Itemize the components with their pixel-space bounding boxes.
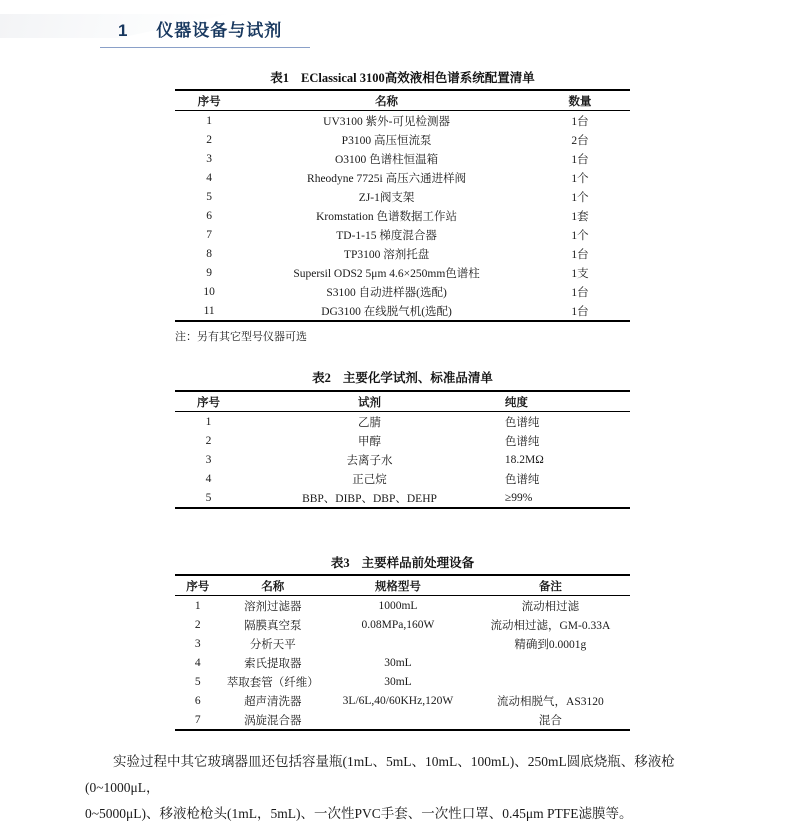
- table-row: [175, 469, 630, 488]
- column-header: 序号: [175, 575, 221, 596]
- table-row: [175, 634, 630, 653]
- table-cell: [325, 710, 471, 730]
- table-cell: S3100 自动进样器(选配): [326, 286, 447, 299]
- closing-paragraph: [85, 749, 719, 827]
- table-row: [175, 244, 630, 263]
- table-row: [175, 168, 630, 187]
- table-cell: 甲醇: [357, 435, 381, 448]
- header-row: [175, 575, 630, 596]
- table-row: [175, 710, 630, 730]
- column-header: 序号: [175, 391, 242, 412]
- table-row: [175, 615, 630, 634]
- table-cell: Kromstation 色谱数据工作站: [316, 210, 457, 223]
- table-cell: 隔膜真空泵: [244, 619, 302, 632]
- table-cell: P3100 高压恒流泵: [341, 134, 432, 147]
- table2-caption: 主要化学试剂、标准品清单: [342, 371, 493, 385]
- table-cell: 1台: [571, 115, 589, 128]
- table-cell: 6: [206, 209, 212, 222]
- table3-caption: 主要样品前处理设备: [361, 556, 475, 570]
- table-cell: 1: [205, 415, 212, 428]
- table-cell: 1000mL: [378, 599, 418, 612]
- column-header: 名称: [221, 575, 326, 596]
- table-cell: 3L/6L,40/60KHz,120W: [342, 694, 454, 707]
- table-cell: Rheodyne 7725i 高压六通进样阀: [307, 172, 467, 185]
- table-cell: 1台: [571, 305, 589, 318]
- table-cell: 1: [194, 599, 201, 612]
- table-cell: 精确到0.0001g: [514, 638, 587, 651]
- table-cell: 3: [206, 152, 212, 165]
- table-cell: 混合: [538, 714, 562, 727]
- table-row: [175, 596, 630, 616]
- table-cell: ≥99%: [504, 491, 533, 504]
- table-row: [175, 149, 630, 168]
- table-row: [175, 653, 630, 672]
- table-cell: 8: [206, 247, 212, 260]
- table-row: [175, 431, 630, 450]
- table-cell: 4: [205, 472, 212, 485]
- table2-title: [175, 368, 630, 386]
- table-cell: 2: [205, 434, 212, 447]
- table-cell: 流动相脱气，AS3120: [497, 695, 604, 708]
- table2-label: 表2: [312, 371, 331, 385]
- section-number: 1: [118, 21, 129, 40]
- table1-title: [175, 68, 630, 86]
- section-title: 仪器设备与试剂: [156, 21, 283, 40]
- reagents-table: [175, 390, 630, 509]
- table-cell: 3: [194, 637, 201, 650]
- table-row: [175, 263, 630, 282]
- table-cell: 乙腈: [357, 416, 381, 429]
- header-row: [175, 391, 630, 412]
- table-row: [175, 488, 630, 508]
- table-cell: 1: [206, 114, 212, 127]
- column-header: 备注: [471, 575, 630, 596]
- table-cell: 1个: [571, 172, 589, 185]
- table-cell: 索氏提取器: [244, 657, 302, 670]
- table-cell: 4: [194, 656, 201, 669]
- table-row: [175, 450, 630, 469]
- column-header: 数量: [530, 90, 630, 111]
- table-cell: DG3100 在线脱气机(选配): [321, 305, 452, 318]
- table-cell: 9: [206, 266, 212, 279]
- table-cell: 10: [203, 285, 215, 298]
- table-cell: 涡旋混合器: [244, 714, 302, 727]
- table-row: [175, 672, 630, 691]
- table-cell: 5: [206, 190, 212, 203]
- table-row: [175, 691, 630, 710]
- table-cell: 3: [205, 453, 212, 466]
- table-cell: 1台: [571, 153, 589, 166]
- column-header: 纯度: [497, 391, 630, 412]
- table-cell: ZJ-1阀支架: [358, 191, 415, 204]
- table-cell: UV3100 紫外-可见检测器: [323, 115, 450, 128]
- table-row: [175, 225, 630, 244]
- sample-prep-table: [175, 574, 630, 731]
- table-cell: 1支: [571, 267, 589, 280]
- table-cell: [471, 653, 630, 672]
- table-row: [175, 206, 630, 225]
- table-cell: 2: [194, 618, 201, 631]
- table1-caption: EClassical 3100高效液相色谱系统配置清单: [301, 71, 535, 85]
- table-cell: 30mL: [384, 675, 412, 688]
- table-cell: 11: [203, 304, 215, 317]
- table1-label: 表1: [270, 71, 290, 85]
- table-cell: 去离子水: [346, 454, 393, 467]
- table-cell: 2台: [571, 134, 589, 147]
- table-row: [175, 412, 630, 432]
- table-cell: Supersil ODS2 5μm 4.6×250mm色谱柱: [293, 267, 480, 280]
- table-cell: 超声清洗器: [244, 695, 302, 708]
- table3-label: 表3: [330, 556, 350, 570]
- table-cell: 6: [194, 694, 201, 707]
- table-cell: 色谱纯: [504, 473, 540, 486]
- column-header: 规格型号: [325, 575, 471, 596]
- table-cell: 0.08MPa,160W: [361, 618, 435, 631]
- table-cell: 1台: [571, 248, 589, 261]
- table-row: [175, 301, 630, 321]
- table-cell: 1个: [571, 229, 589, 242]
- table-cell: O3100 色谱柱恒温箱: [334, 153, 439, 166]
- table-cell: 色谱纯: [504, 435, 540, 448]
- table-cell: 1套: [571, 210, 589, 223]
- table-row: [175, 130, 630, 149]
- closing-paragraph-line: 实验过程中其它玻璃器皿还包括容量瓶(1mL、5mL、10mL、100mL)、250mL圆底烧瓶、移液枪(0~1000μL，: [85, 754, 675, 795]
- table-cell: 1台: [571, 286, 589, 299]
- table-row: [175, 282, 630, 301]
- table-cell: 萃取套管（纤维）: [226, 676, 319, 689]
- table-cell: 30mL: [384, 656, 412, 669]
- table-cell: [471, 672, 630, 691]
- table-cell: 色谱纯: [504, 416, 540, 429]
- table-cell: 2: [206, 133, 212, 146]
- table-row: [175, 187, 630, 206]
- table-cell: TD-1-15 梯度混合器: [336, 229, 437, 242]
- table-cell: [325, 634, 471, 653]
- table-row: [175, 111, 630, 131]
- document-page: [0, 14, 800, 821]
- table-cell: 7: [194, 713, 201, 726]
- table-cell: 分析天平: [249, 638, 296, 651]
- table-cell: 4: [206, 171, 212, 184]
- table-cell: 18.2MΩ: [504, 453, 544, 466]
- table-cell: 流动相过滤: [521, 600, 580, 613]
- table1-note: 注：另有其它型号仪器可选: [175, 331, 307, 343]
- table3-title: [175, 553, 630, 571]
- table-cell: 5: [205, 491, 212, 504]
- closing-paragraph-line: 0~5000μL)、移液枪枪头(1mL，5mL)、一次性PVC手套、一次性口罩、0.45μm PTFE滤膜等。: [85, 806, 633, 821]
- column-header: 序号: [175, 90, 243, 111]
- equipment-config-table: [175, 89, 630, 322]
- table-cell: TP3100 溶剂托盘: [343, 248, 430, 261]
- table-cell: 正己烷: [352, 473, 387, 486]
- table-cell: 溶剂过滤器: [244, 600, 302, 613]
- table-cell: BBP、DIBP、DBP、DEHP: [302, 492, 437, 505]
- table-cell: 7: [206, 228, 212, 241]
- column-header: 试剂: [242, 391, 497, 412]
- table-cell: 流动相过滤，GM-0.33A: [490, 619, 611, 632]
- table-cell: 5: [194, 675, 201, 688]
- column-header: 名称: [243, 90, 530, 111]
- section-heading: [100, 14, 310, 48]
- table-cell: 1个: [571, 191, 589, 204]
- header-row: [175, 90, 630, 111]
